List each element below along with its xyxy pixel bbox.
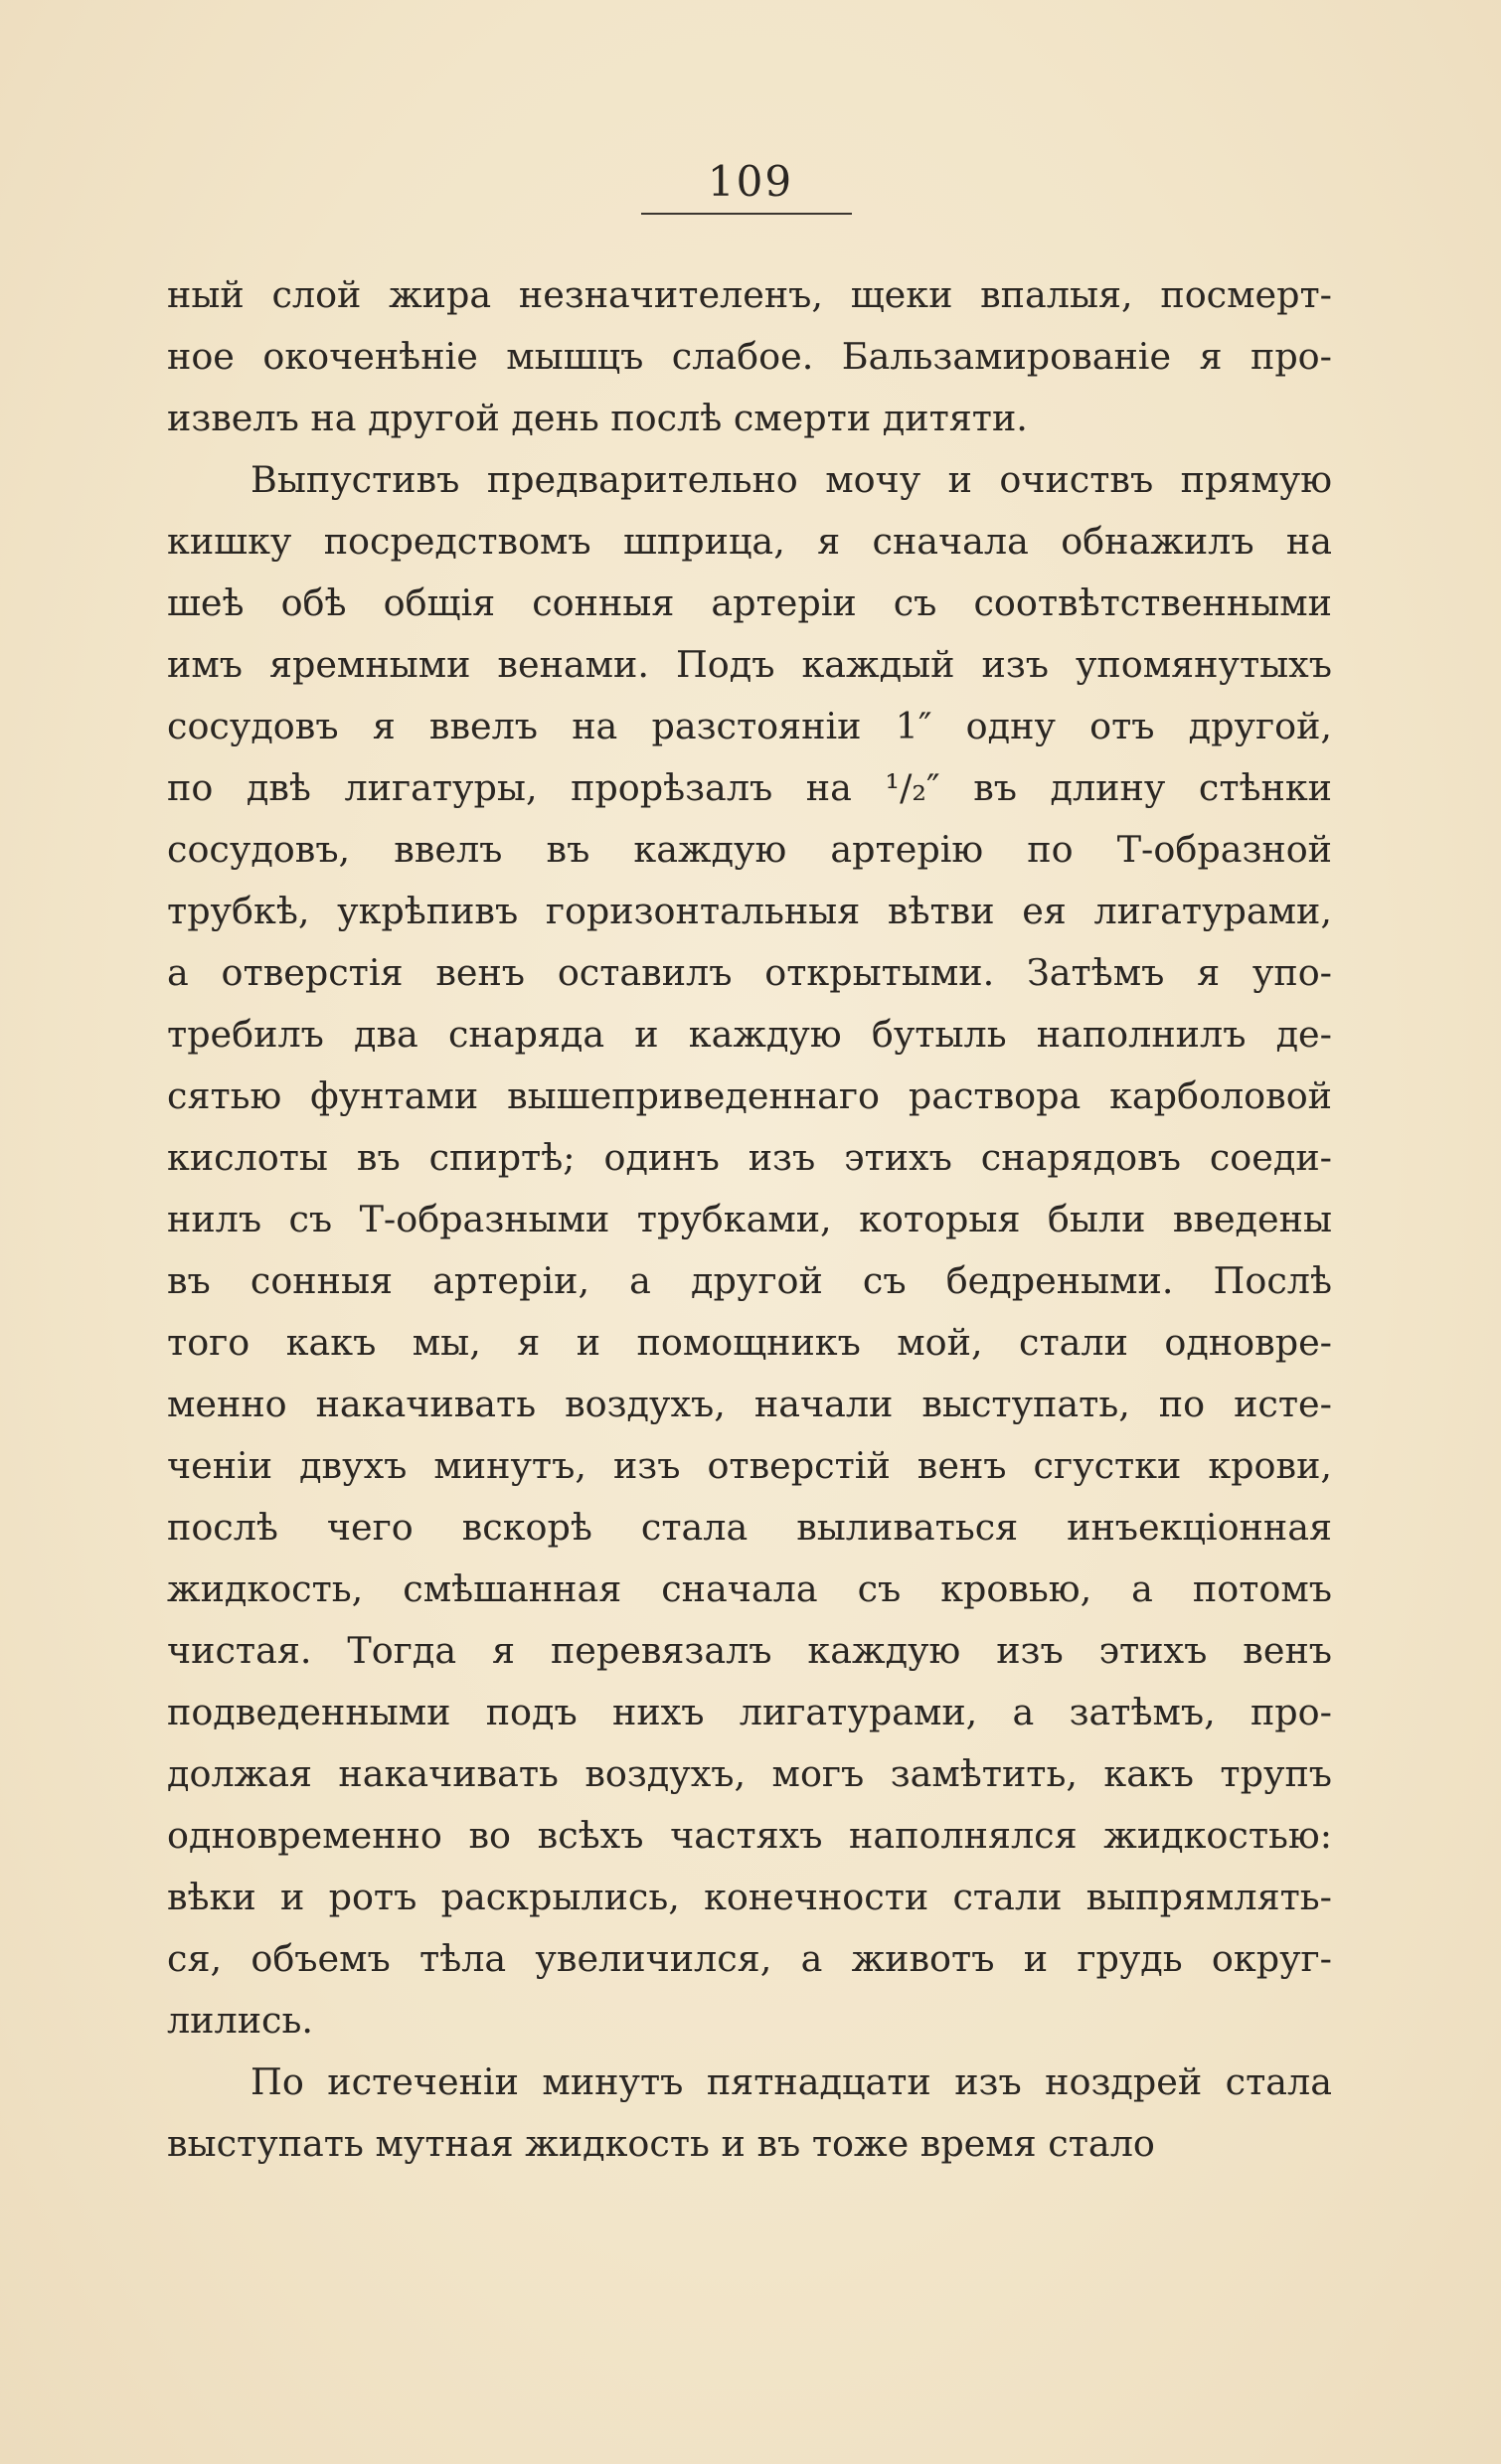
- text-line: кислоты въ спиртѣ; одинъ изъ этихъ снарядовъ соеди-: [167, 1136, 1332, 1179]
- body-text: [167, 264, 1332, 2175]
- text-line: сосудовъ я ввелъ на разстояніи 1″ одну отъ другой,: [167, 705, 1332, 747]
- text-line: лились.: [167, 1999, 313, 2042]
- text-line: выступать мутная жидкость и въ тоже время стало: [167, 2122, 1155, 2165]
- text-line: имъ яремными венами. Подъ каждый изъ упомянутыхъ: [167, 643, 1332, 686]
- text-line: шеѣ обѣ общія сонныя артеріи съ соотвѣтственными: [167, 581, 1332, 624]
- text-line: ный слой жира незначителенъ, щеки впалыя, посмерт-: [167, 273, 1332, 316]
- text-line: жидкость, смѣшанная сначала съ кровью, а потомъ: [167, 1567, 1332, 1610]
- paragraph: [167, 449, 1332, 2052]
- text-line: кишку посредствомъ шприца, я сначала обнажилъ на: [167, 520, 1332, 563]
- paragraph: [167, 264, 1332, 449]
- text-line: чистая. Тогда я перевязалъ каждую изъ этихъ венъ: [167, 1629, 1332, 1672]
- text-line: менно накачивать воздухъ, начали выступать, по исте-: [167, 1383, 1332, 1425]
- text-line: По истеченіи минутъ пятнадцати изъ ноздрей стала: [250, 2060, 1332, 2103]
- text-line: по двѣ лигатуры, прорѣзалъ на ¹/₂″ въ длину стѣнки: [167, 766, 1332, 809]
- text-line: вѣки и ротъ раскрылись, конечности стали выпрямлять-: [167, 1876, 1332, 1918]
- text-line: сятью фунтами вышеприведеннаго раствора карболовой: [167, 1074, 1332, 1117]
- text-line: Выпустивъ предварительно мочу и очиствъ прямую: [250, 458, 1332, 501]
- text-line: извелъ на другой день послѣ смерти дитяти.: [167, 397, 1028, 439]
- text-line: послѣ чего вскорѣ стала выливаться инъекціонная: [167, 1506, 1332, 1549]
- text-line: сосудовъ, ввелъ въ каждую артерію по Т-образной: [167, 828, 1332, 871]
- text-line: требилъ два снаряда и каждую бутыль наполнилъ де-: [167, 1013, 1332, 1056]
- text-line: одновременно во всѣхъ частяхъ наполнялся жидкостью:: [167, 1814, 1332, 1857]
- header-rule: [641, 213, 852, 215]
- page-number: 109: [707, 157, 794, 206]
- text-line: нилъ съ Т-образными трубками, которыя были введены: [167, 1198, 1332, 1240]
- text-line: подведенными подъ нихъ лигатурами, а затѣмъ, про-: [167, 1691, 1332, 1733]
- text-line: ся, объемъ тѣла увеличился, а животъ и грудь округ-: [167, 1937, 1332, 1980]
- text-line: ное окоченѣніе мышцъ слабое. Бальзамированіе я про-: [167, 335, 1332, 378]
- text-line: того какъ мы, я и помощникъ мой, стали одновре-: [167, 1321, 1332, 1364]
- text-line: а отверстія венъ оставилъ открытыми. Затѣмъ я упо-: [167, 951, 1332, 994]
- text-line: трубкѣ, укрѣпивъ горизонтальныя вѣтви ея лигатурами,: [167, 890, 1332, 932]
- text-line: ченіи двухъ минутъ, изъ отверстій венъ сгустки крови,: [167, 1444, 1332, 1487]
- text-line: должая накачивать воздухъ, могъ замѣтить, какъ трупъ: [167, 1752, 1332, 1795]
- paragraph: [167, 2052, 1332, 2175]
- text-line: въ сонныя артеріи, а другой съ бедреными. Послѣ: [167, 1259, 1332, 1302]
